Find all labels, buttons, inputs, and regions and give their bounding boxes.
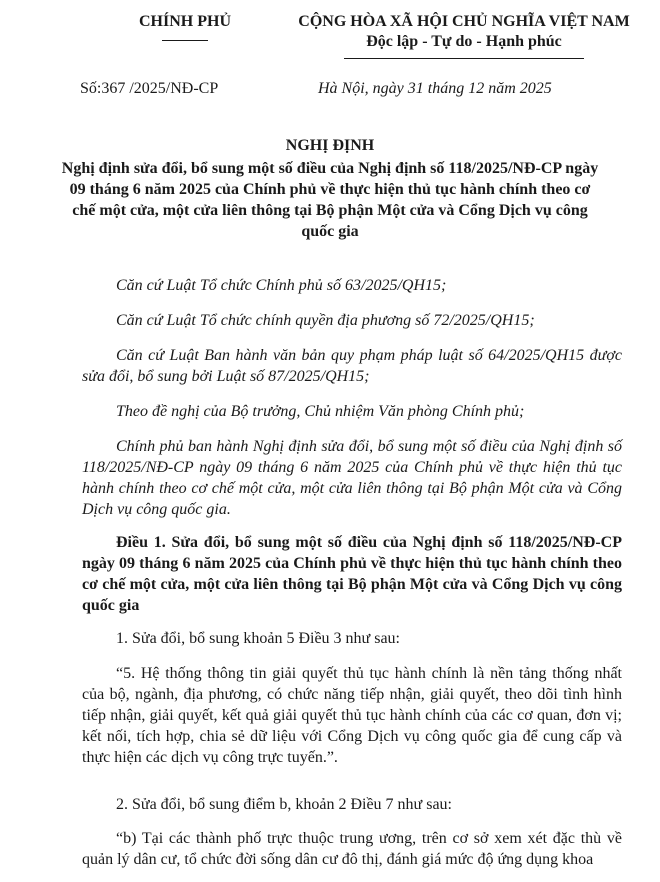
preamble-basis-3: Căn cứ Luật Ban hành văn bản quy phạm pháp luật số 64/2025/QH15 được sửa đổi, bổ sung bởi Luật số 87/2025/QH15;: [82, 347, 622, 385]
preamble-enactment: Chính phủ ban hành Nghị định sửa đổi, bổ sung một số điều của Nghị định số 118/2025/NĐ-CP ngày 09 tháng 6 năm 2025 của Chính phủ về thực hiện thủ tục hành chính theo cơ chế một cửa, một cửa liên thông tại Bộ phận Một cửa và Cổng Dịch vụ công quốc gia.: [82, 438, 622, 518]
motto-underline: [344, 58, 584, 59]
national-heading-block: [268, 12, 660, 59]
agency-underline: [162, 40, 208, 41]
national-name: CỘNG HÒA XÃ HỘI CHỦ NGHĨA VIỆT NAM: [298, 13, 630, 30]
preamble-basis-1: Căn cứ Luật Tổ chức Chính phủ số 63/2025/QH15;: [116, 277, 447, 294]
article-1-item-2-intro: 2. Sửa đổi, bổ sung điểm b, khoản 2 Điều 7 như sau:: [116, 796, 452, 813]
place-and-date: Hà Nội, ngày 31 tháng 12 năm 2025: [318, 80, 552, 97]
article-1-item-1-text: “5. Hệ thống thông tin giải quyết thủ tục hành chính là nền tảng thống nhất của bộ, ngành, địa phương, có chức năng tiếp nhận, giải quyết, theo dõi tình hình tiếp nhận, giải quyết, kết quả giải quyết thủ tục hành chính của các cơ quan, đơn vị; kết nối, tích hợp, chia sẻ dữ liệu với Cổng Dịch vụ công quốc gia để cung cấp và thực hiện các dịch vụ công trực tuyến.”.: [82, 665, 622, 766]
issuing-agency-block: [80, 12, 290, 41]
issuing-agency: CHÍNH PHỦ: [139, 13, 231, 30]
document-subtitle: Nghị định sửa đổi, bổ sung một số điều của Nghị định số 118/2025/NĐ-CP ngày 09 tháng 6 năm 2025 của Chính phủ về thực hiện thủ tục hành chính theo cơ chế một cửa, một cửa liên thông tại Bộ phận Một cửa và Cổng Dịch vụ công quốc gia: [61, 160, 599, 240]
article-1-item-1-intro: 1. Sửa đổi, bổ sung khoản 5 Điều 3 như sau:: [116, 630, 400, 647]
document-title-block: [0, 136, 660, 242]
document-number: Số:367 /2025/NĐ-CP: [80, 80, 219, 97]
national-motto: Độc lập - Tự do - Hạnh phúc: [366, 33, 562, 50]
article-1-item-2-text: “b) Tại các thành phố trực thuộc trung ương, trên cơ sở xem xét đặc thù về quản lý dân cư, tổ chức đời sống dân cư đô thị, đánh giá mức độ ứng dụng khoa: [82, 830, 622, 868]
preamble-proposal: Theo đề nghị của Bộ trưởng, Chủ nhiệm Văn phòng Chính phủ;: [116, 403, 525, 420]
document-type: NGHỊ ĐỊNH: [285, 137, 375, 154]
article-1-heading: Điều 1. Sửa đổi, bổ sung một số điều của Nghị định số 118/2025/NĐ-CP ngày 09 tháng 6 năm 2025 của Chính phủ về thực hiện thủ tục hành chính theo cơ chế một cửa, một cửa liên thông tại Bộ phận Một cửa và Cổng Dịch vụ công quốc gia: [82, 534, 622, 614]
preamble-basis-2: Căn cứ Luật Tổ chức chính quyền địa phương số 72/2025/QH15;: [116, 312, 535, 329]
